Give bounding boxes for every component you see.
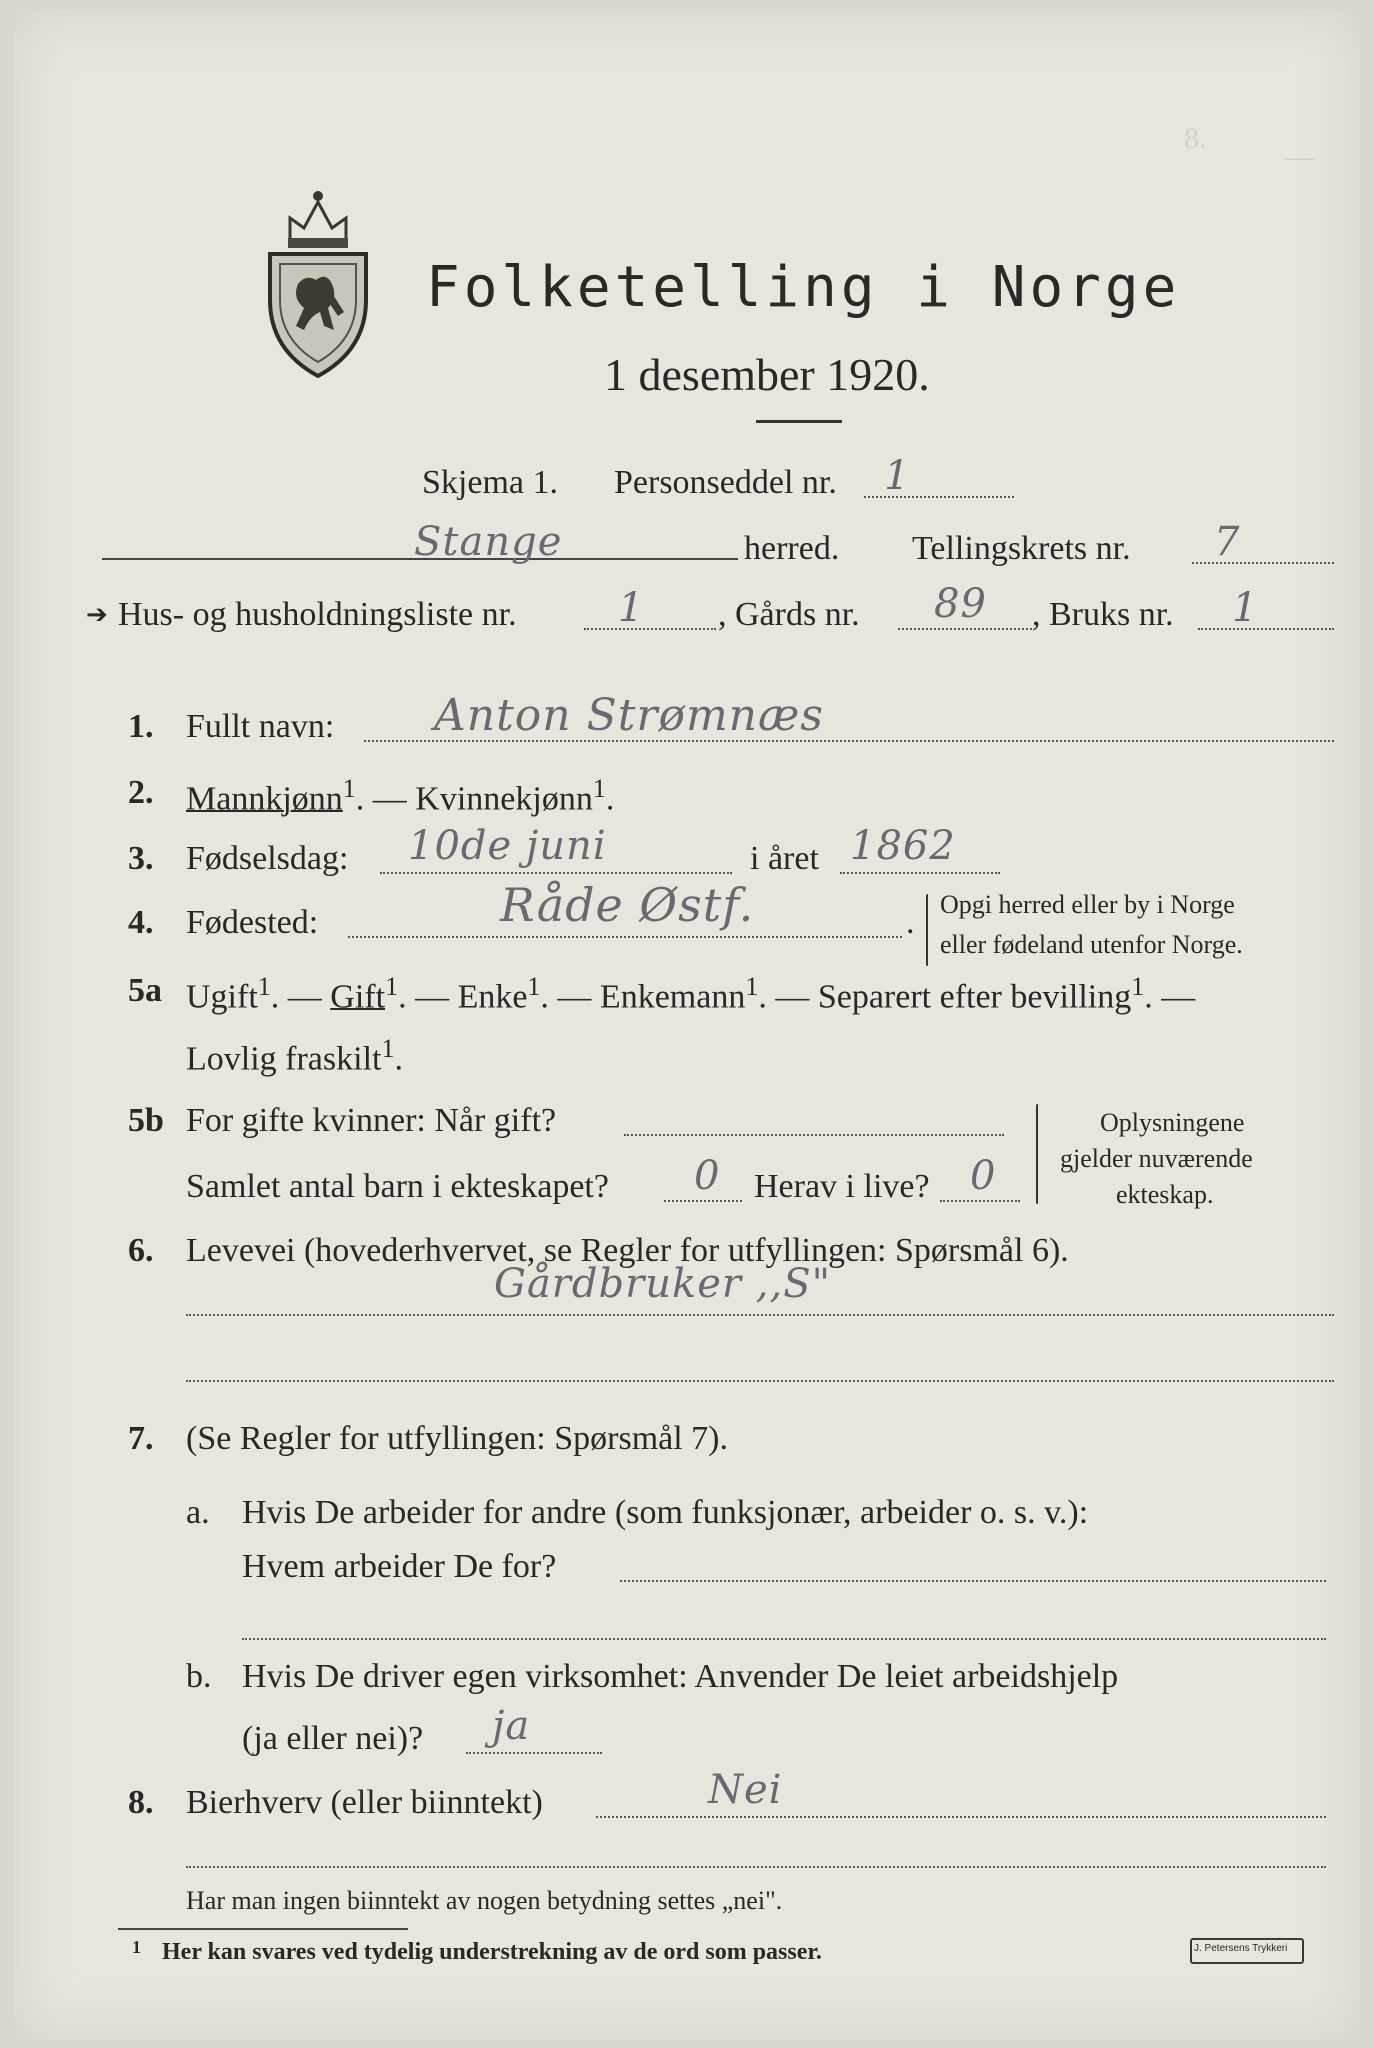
q6-label: Levevei (hovederhvervet, se Regler for utfyllingen: Spørsmål 6). (186, 1232, 1069, 1269)
q6-field-line2[interactable] (186, 1380, 1334, 1382)
option-mannkjonn[interactable]: Mannkjønn (186, 780, 343, 818)
q8-value: Nei (708, 1767, 783, 1813)
option-enkemann[interactable]: Enkemann (599, 978, 746, 1016)
title-divider (756, 420, 842, 423)
q5b-number: 5b (128, 1102, 164, 1139)
bleed-through-text: — (1284, 140, 1314, 173)
q5b-live-field[interactable] (940, 1200, 1020, 1202)
tellingskrets-label: Tellingskrets nr. (912, 530, 1131, 567)
hus-arrow-icon: ➔ (86, 600, 108, 629)
q4-note-bracket (926, 894, 928, 966)
q4-label: Fødested: (186, 904, 319, 941)
printer-stamp-text: J. Petersens Trykkeri (1194, 1943, 1288, 1954)
q5b-note-line3: ekteskap. (1116, 1180, 1214, 1209)
gards-field[interactable] (898, 628, 1032, 630)
footnote-mark: 1 (132, 1937, 141, 1957)
hus-value: 1 (618, 585, 645, 631)
q4-number: 4. (128, 904, 154, 941)
option-lovlig-fraskilt[interactable]: Lovlig fraskilt (186, 1040, 382, 1078)
herred-label: herred. (744, 530, 840, 567)
q6-number: 6. (128, 1232, 154, 1269)
q1-value: Anton Strømnæs (434, 690, 824, 741)
q7a-letter: a. (186, 1494, 210, 1531)
personseddel-label: Personseddel nr. (614, 464, 837, 501)
q7b-line1: Hvis De driver egen virksomhet: Anvender De leiet arbeidshjelp (242, 1658, 1119, 1695)
option-gift[interactable]: Gift (330, 978, 386, 1016)
q3-aret-field[interactable] (840, 872, 1000, 874)
q8-number: 8. (128, 1784, 154, 1821)
q1-number: 1. (128, 708, 154, 745)
q3-number: 3. (128, 840, 154, 877)
herred-value: Stange (414, 519, 563, 565)
q5b-line2: Samlet antal barn i ekteskapet? (186, 1168, 609, 1205)
q7b-field[interactable] (466, 1752, 602, 1754)
gards-value: 89 (934, 581, 987, 627)
q5b-line1: For gifte kvinner: Når gift? (186, 1102, 557, 1139)
footnote-divider (118, 1928, 408, 1930)
q5a-options-cont: Lovlig fraskilt$^1$. (186, 1034, 403, 1078)
q4-value: Råde Østf. (500, 878, 755, 932)
q5a-options: Ugift$^1$. — Gift$^1$. — Enke$^1$. — Enkemann$^1$. — Separert efter bevilling$^1$. — (186, 972, 1196, 1016)
gards-label: , Gårds nr. (718, 596, 860, 633)
q5b-note-line1: Oplysningene (1100, 1108, 1245, 1137)
q8-label: Bierhverv (eller biinntekt) (186, 1784, 543, 1821)
q7a-field-line1[interactable] (620, 1580, 1326, 1582)
q5b-barn-field[interactable] (664, 1200, 742, 1202)
option-ugift[interactable]: Ugift (186, 978, 258, 1016)
option-separert[interactable]: Separert efter bevilling (817, 978, 1132, 1016)
q3-label: Fødselsdag: (186, 840, 349, 877)
bruks-field[interactable] (1198, 628, 1334, 630)
q3-field[interactable] (380, 872, 732, 874)
q5b-note-line2: gjelder nuværende (1060, 1144, 1253, 1173)
q5b-live-value: 0 (970, 1153, 997, 1199)
q2-number: 2. (128, 774, 154, 811)
bruks-label: , Bruks nr. (1032, 596, 1174, 633)
census-form: 8. — Folketelling i Norge 1 desember 1920. Skjema 1. Personseddel nr. 1 Stange herred. Tellingskrets nr. 7 ➔ Hus- og husholdningsliste nr. 1 , Gårds nr. 89 , Bruks nr. 1 1. Fullt navn: Anton Strømnæs 2. Mannkjønn$^1$. — Kvinnekjønn$^1$. 3. Fødselsdag: 10de juni i året 1862 4. Fødested: Råde Østf. . Opgi herred eller by i Norge eller fødeland utenfor Norge. 5a Ugift$^1$. — Gift$^1$. — Enke$^1$. — Enkemann$^1$. — Separert efter bevilling$^1$. — Lovlig fraskilt$^1$. 5b For gifte kvinner: Når gift? Samlet antal barn i ekteskapet? 0 Herav i live? 0 Oplysningene gjelder nuværende ekteskap. 6. Levevei (hovederhvervet, se Regler for utfyllingen: Spørsmål 6). Gårdbruker ,,S" 7. (Se Regler for utfyllingen: Spørsmål 7). a. Hvis De arbeider for andre (som funksjonær, arbeider o. s. v.): Hvem arbeider De for? b. Hvis De driver egen virksomhet: Anvender De leiet arbeidshjelp (ja eller nei)? ja 8. Bierhverv (eller biinntekt) Nei Har man ingen biinntekt av nogen betydning settes „nei". 1 Her kan svares ved tydelig understrekning av de ord som passer. J. Petersens Trykkeri (14, 10, 1360, 2040)
q4-note-line2: eller fødeland utenfor Norge. (940, 930, 1243, 959)
q7-number: 7. (128, 1420, 154, 1457)
bruks-value: 1 (1232, 585, 1259, 631)
q8-field-line1[interactable] (596, 1816, 1326, 1818)
q7b-letter: b. (186, 1658, 212, 1695)
q7a-line1: Hvis De arbeider for andre (som funksjonær, arbeider o. s. v.): (242, 1494, 1089, 1531)
q4-field[interactable] (348, 936, 902, 938)
q6-field-line1[interactable] (186, 1314, 1334, 1316)
q4-note-line1: Opgi herred eller by i Norge (940, 890, 1235, 919)
q3-aret-value: 1862 (850, 823, 956, 869)
personseddel-value: 1 (884, 453, 911, 499)
biinntekt-note: Har man ingen biinntekt av nogen betydning settes „nei". (186, 1886, 783, 1915)
q2-options: Mannkjønn$^1$. — Kvinnekjønn$^1$. (186, 774, 615, 818)
tellingskrets-value: 7 (1214, 519, 1241, 565)
footnote-text: Her kan svares ved tydelig understrekning av de ord som passer. (162, 1939, 822, 1965)
hus-field[interactable] (584, 628, 716, 630)
census-date: 1 desember 1920. (604, 349, 930, 400)
q1-label: Fullt navn: (186, 708, 335, 745)
q3-value: 10de juni (408, 823, 607, 869)
q5a-number: 5a (128, 972, 162, 1009)
printer-stamp (1190, 1938, 1304, 1964)
q6-value: Gårdbruker ,,S" (494, 1261, 831, 1307)
q5b-note-bracket (1036, 1104, 1038, 1204)
skjema-label: Skjema 1. (422, 464, 558, 501)
q5b-nar-gift-field[interactable] (624, 1134, 1004, 1136)
q7b-value: ja (492, 1703, 531, 1749)
coat-of-arms-icon (260, 180, 376, 380)
q7b-line2: (ja eller nei)? (242, 1720, 424, 1757)
q8-field-line2[interactable] (186, 1866, 1326, 1868)
option-kvinnekjonn[interactable]: Kvinnekjønn (415, 780, 593, 818)
q7a-line2: Hvem arbeider De for? (242, 1548, 557, 1585)
q7-label: (Se Regler for utfyllingen: Spørsmål 7). (186, 1420, 729, 1457)
hus-label: Hus- og husholdningsliste nr. (118, 596, 517, 633)
option-enke[interactable]: Enke (457, 978, 528, 1016)
q3-aret-label: i året (750, 840, 819, 877)
page-title: Folketelling i Norge (426, 255, 1181, 320)
q5b-live-label: Herav i live? (754, 1168, 930, 1205)
q7a-field-line2[interactable] (242, 1638, 1326, 1640)
bleed-through-text: 8. (1184, 122, 1207, 155)
q5b-barn-value: 0 (694, 1153, 721, 1199)
